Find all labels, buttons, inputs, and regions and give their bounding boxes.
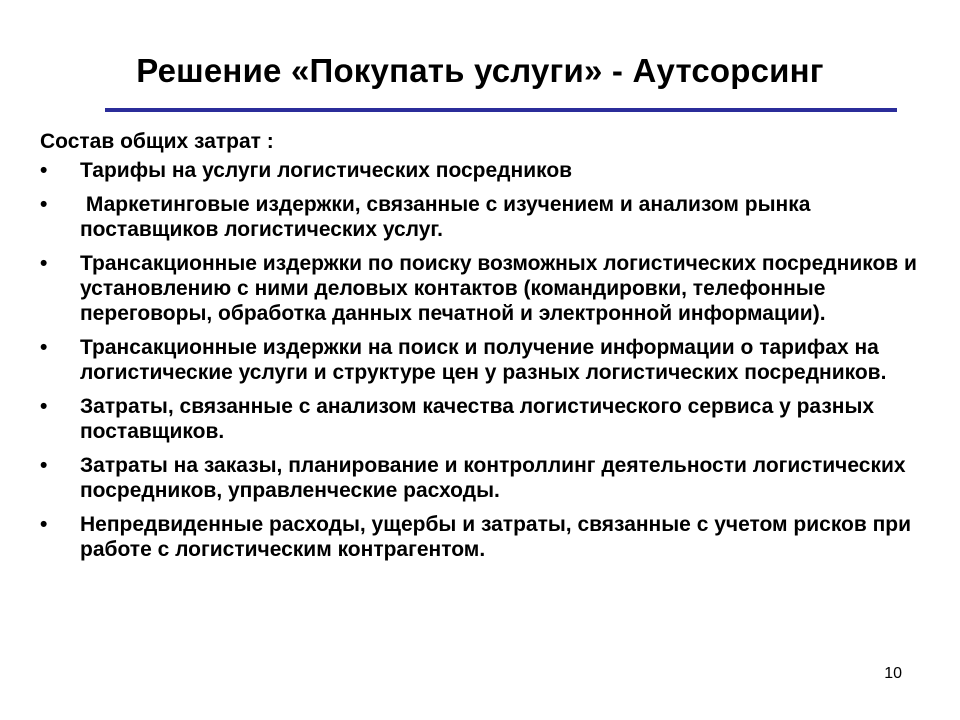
list-item-text: Маркетинговые издержки, связанные с изучением и анализом рынка поставщиков логистических услуг.: [80, 193, 817, 241]
list-item: [40, 394, 940, 444]
list-item-text: Затраты, связанные с анализом качества логистического сервиса у разных поставщиков.: [80, 395, 875, 443]
list-item: [40, 335, 940, 385]
bullet-icon: •: [40, 395, 48, 418]
list-item: [40, 251, 940, 326]
list-item-text: Затраты на заказы, планирование и контроллинг деятельности логистических посредников, управленческие расходы.: [80, 454, 906, 502]
list-item-text: Непредвиденные расходы, ущербы и затраты, связанные с учетом рисков при работе с логистическим контрагентом.: [80, 513, 912, 561]
bullet-icon: •: [40, 193, 48, 216]
title-underline: [105, 108, 897, 112]
page-number: 10: [884, 665, 902, 682]
bullet-icon: •: [40, 454, 48, 477]
list-item: [40, 158, 940, 183]
bullet-icon: •: [40, 513, 48, 536]
list-item: [40, 512, 940, 562]
list-item-text: Трансакционные издержки на поиск и получение информации о тарифах на логистические услуги и структуре цен у разных логистических посредников.: [80, 336, 887, 384]
list-item-text: Трансакционные издержки по поиску возможных логистических посредников и установлению с ними деловых контактов (командировки, телефонные переговоры, обработка данных печатной и электронной информации).: [80, 252, 917, 325]
bullet-icon: •: [40, 336, 48, 359]
list-item: [40, 453, 940, 503]
cost-list: [40, 158, 940, 571]
bullet-icon: •: [40, 159, 48, 182]
list-item: [40, 192, 940, 242]
list-item-text: Тарифы на услуги логистических посредников: [80, 159, 573, 182]
slide-title: Решение «Покупать услуги» - Аутсорсинг: [136, 52, 824, 89]
bullet-icon: •: [40, 252, 48, 275]
subtitle: Состав общих затрат :: [40, 130, 274, 153]
